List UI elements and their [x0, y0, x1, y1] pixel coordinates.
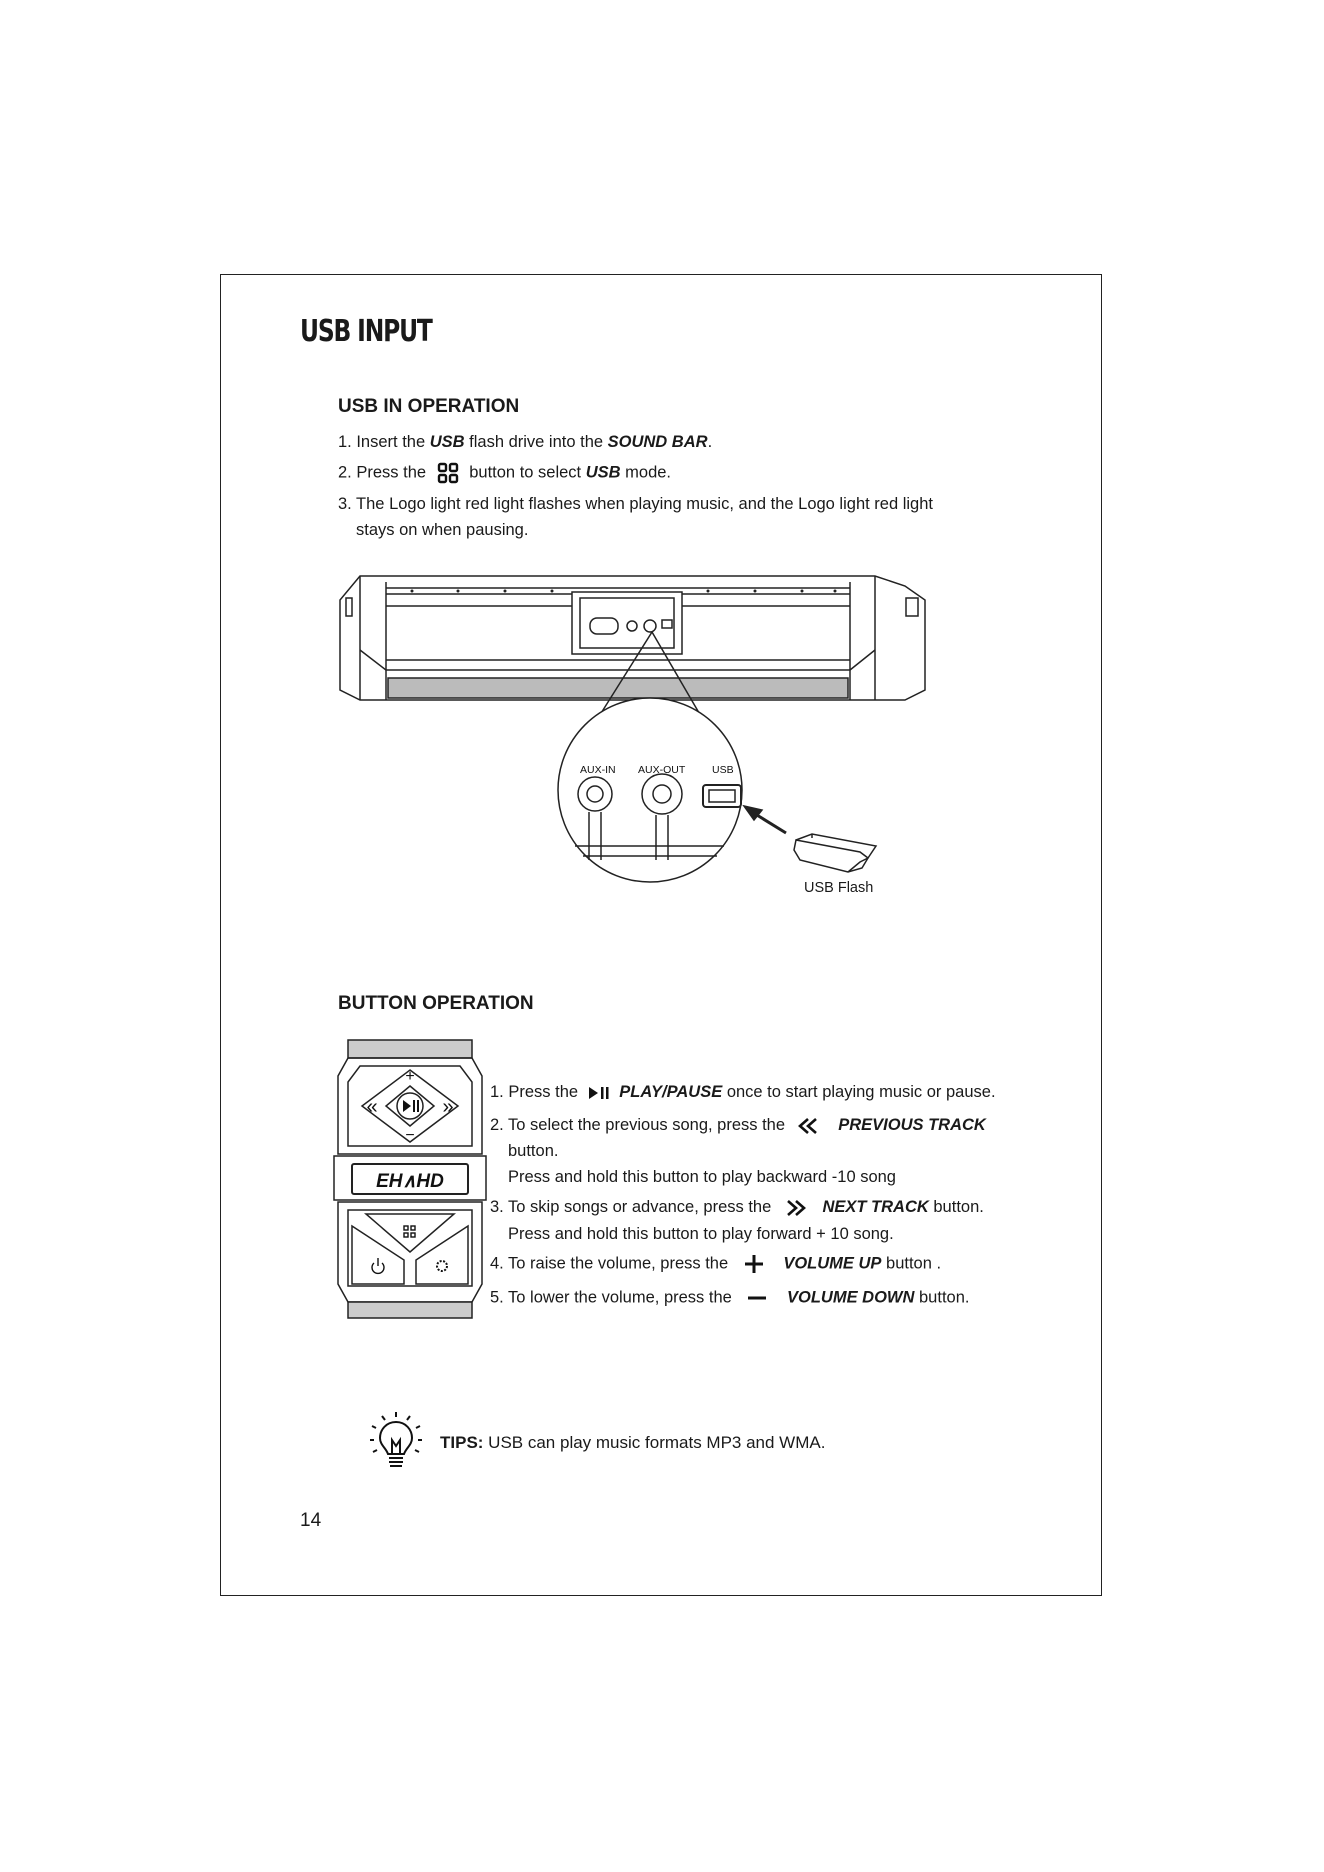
previous-track-icon — [796, 1117, 822, 1135]
soundbar-diagram — [0, 0, 1324, 900]
page-number: 14 — [300, 1510, 322, 1531]
button-item-2-line1: 2. To select the previous song, press the PREVIOUS TRACK — [490, 1116, 986, 1134]
usb-step-3-line1: 3. The Logo light red light flashes when playing music, and the Logo light red light — [338, 495, 933, 513]
play-pause-icon — [587, 1085, 611, 1101]
port-label-aux-in: AUX-IN — [580, 764, 616, 776]
button-item-3-line1: 3. To skip songs or advance, press the NEXT TRACK button. — [490, 1198, 984, 1216]
svg-text:»: » — [442, 1096, 454, 1118]
usb-step-2: 2. Press the button to select USB mode. — [338, 462, 671, 484]
svg-text:−: − — [405, 1127, 415, 1144]
control-panel-illustration — [330, 1036, 490, 1322]
panel-logo: EH∧HD — [376, 1171, 444, 1192]
button-item-3-line2: Press and hold this button to play forward + 10 song. — [508, 1225, 894, 1243]
port-label-aux-out: AUX-OUT — [638, 764, 686, 776]
soundbar-illustration — [340, 576, 925, 882]
lightbulb-icon — [366, 1410, 426, 1476]
volume-down-icon — [746, 1288, 768, 1308]
svg-text:«: « — [366, 1096, 378, 1118]
port-label-usb: USB — [712, 764, 734, 776]
volume-up-icon — [743, 1254, 765, 1274]
button-item-1: 1. Press the PLAY/PAUSE once to start playing music or pause. — [490, 1083, 996, 1101]
usb-step-1: 1. Insert the USB flash drive into the SOUND BAR. — [338, 433, 713, 451]
button-item-5: 5. To lower the volume, press the VOLUME DOWN button. — [490, 1288, 970, 1307]
button-section-heading: BUTTON OPERATION — [338, 993, 534, 1014]
usb-step-3-line2: stays on when pausing. — [356, 521, 529, 539]
page-title: USB INPUT — [300, 314, 432, 349]
next-track-icon — [782, 1199, 808, 1217]
usb-section-heading: USB IN OPERATION — [338, 396, 520, 417]
button-item-2-line3: Press and hold this button to play backward -10 song — [508, 1168, 896, 1186]
button-item-4: 4. To raise the volume, press the VOLUME UP button . — [490, 1254, 942, 1273]
tips: TIPS: USB can play music formats MP3 and WMA. — [440, 1433, 826, 1452]
svg-text:+: + — [405, 1068, 415, 1085]
button-item-2-line2: button. — [508, 1142, 559, 1160]
usb-flash-caption: USB Flash — [804, 880, 874, 896]
